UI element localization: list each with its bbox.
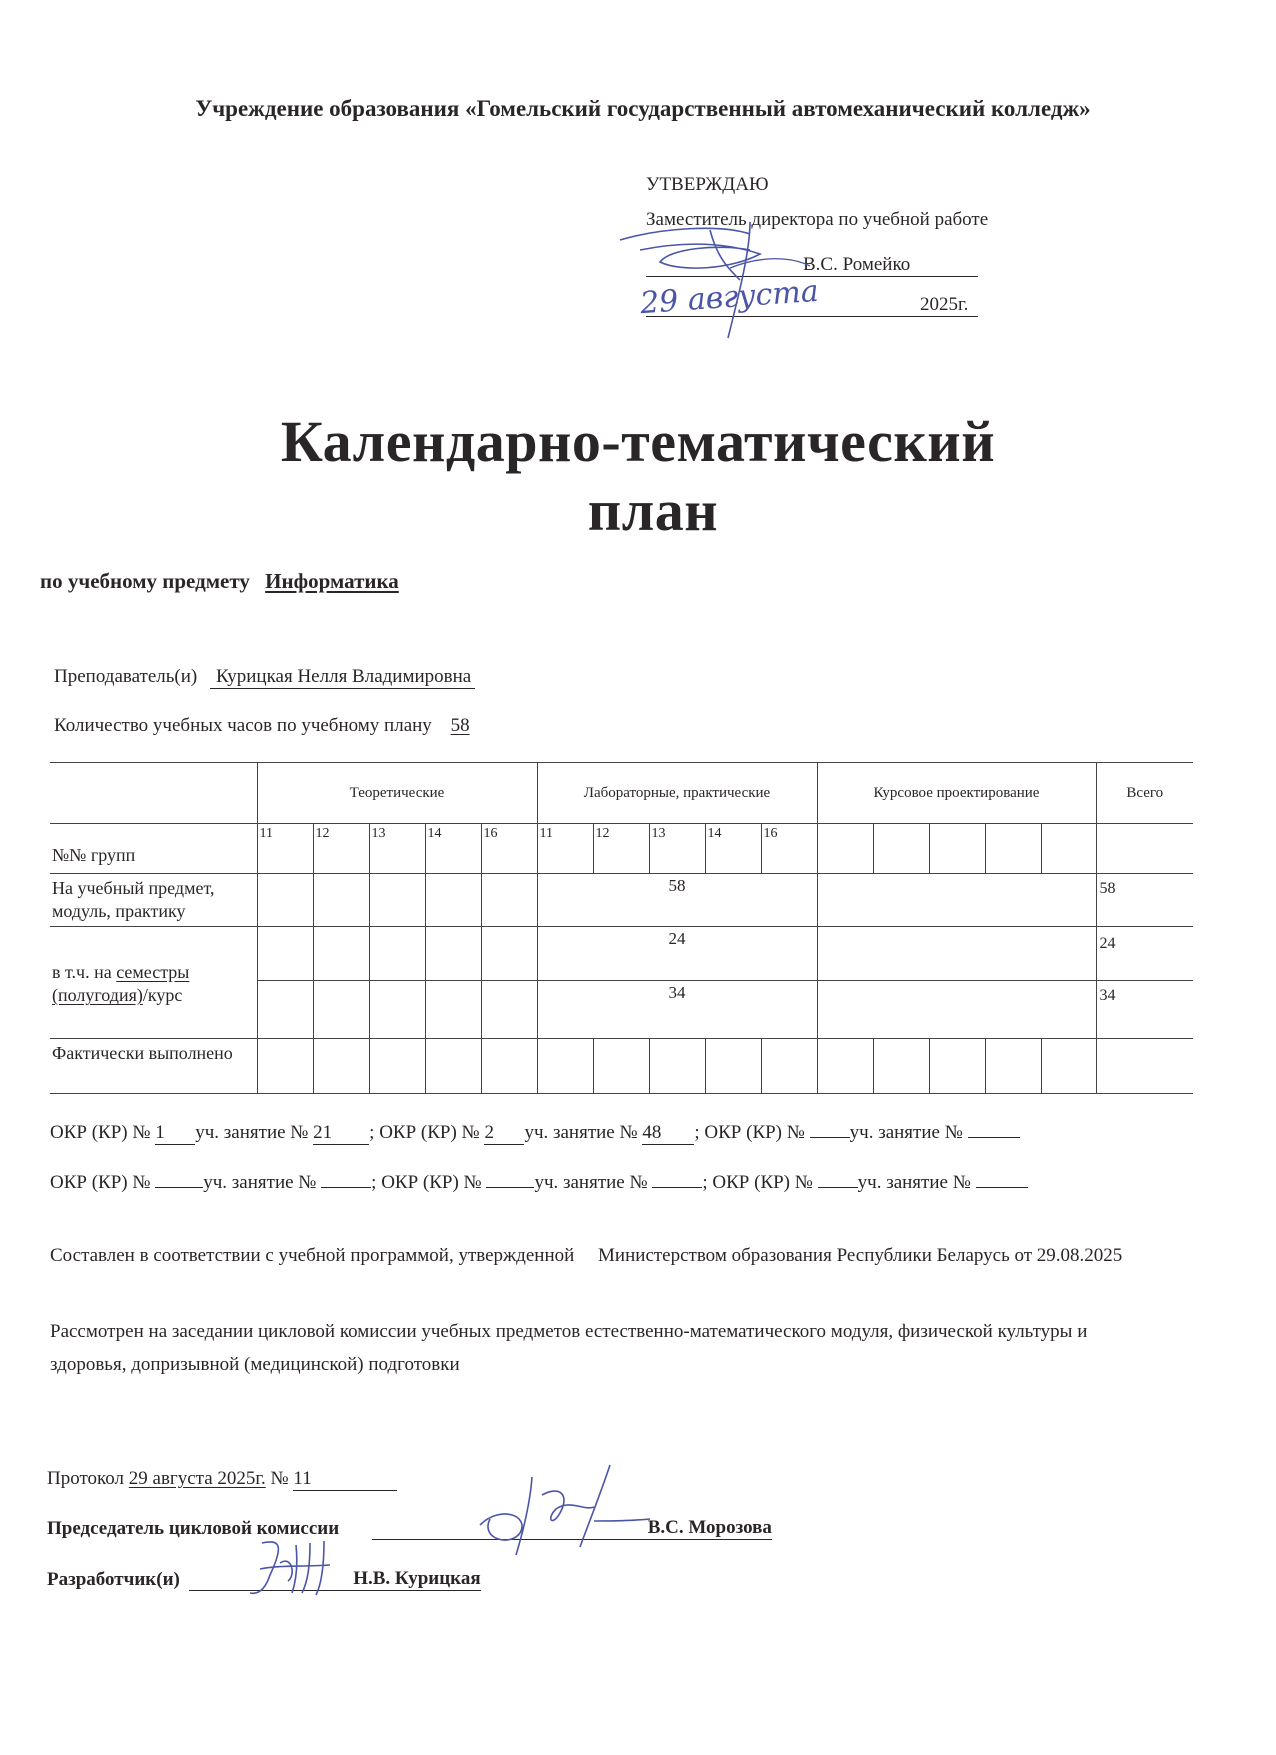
semester2-lab-hours: 34: [537, 981, 817, 1039]
approval-handwritten-date: 29 августа: [638, 273, 820, 322]
lab-group-cell: 16: [761, 824, 817, 874]
course-group-cell: [1041, 824, 1096, 874]
subject-value: Информатика: [265, 569, 399, 593]
approval-heading: УТВЕРЖДАЮ: [646, 174, 769, 195]
header-theory: Теоретические: [257, 763, 537, 824]
developer-name: Н.В. Курицкая: [353, 1568, 481, 1589]
okr2-lesson: 48: [642, 1122, 694, 1145]
theory-group-cell: 13: [369, 824, 425, 874]
approval-year: 2025г.: [920, 294, 969, 315]
semester1-course-hours: [817, 927, 1096, 981]
developer-row: [47, 1568, 481, 1591]
lab-group-cell: 12: [593, 824, 649, 874]
hours-table: [50, 762, 1193, 1094]
chair-label: Председатель цикловой комиссии: [47, 1518, 340, 1539]
course-group-cell: [873, 824, 929, 874]
semester2-total-hours: 34: [1096, 981, 1193, 1039]
table-header-row: [50, 763, 1193, 824]
compiled-note: Составлен в соответствии с учебной программой, утвержденной Министерством образования Республики Беларусь от 29.08.2025: [50, 1245, 1123, 1266]
okr2-number: 2: [484, 1122, 524, 1145]
teacher-row: [54, 666, 475, 689]
document-title-line1: Календарно-тематический: [280, 409, 996, 474]
header-blank-cell: [50, 763, 257, 824]
semester1-lab-hours: 24: [537, 927, 817, 981]
table-row-groups: [50, 824, 1193, 874]
protocol-row: Протокол 29 августа 2025г. № 11: [47, 1468, 397, 1491]
hours-row: [54, 715, 470, 737]
document-title-line2: план: [587, 478, 719, 543]
groups-label: №№ групп: [50, 824, 257, 874]
total-group-cell: [1096, 824, 1193, 874]
okr1-lesson: 21: [313, 1122, 369, 1145]
subject-course-hours: [817, 874, 1096, 927]
course-group-cell: [929, 824, 985, 874]
header-total: Всего: [1096, 763, 1193, 824]
course-group-cell: [817, 824, 873, 874]
lab-group-cell: 13: [649, 824, 705, 874]
course-group-cell: [985, 824, 1041, 874]
done-label: Фактически выполнено: [50, 1039, 257, 1094]
subject-lab-hours: 58: [537, 874, 817, 927]
header-course: Курсовое проектирование: [817, 763, 1096, 824]
approval-position: Заместитель директора по учебной работе: [646, 209, 989, 230]
chair-row: [47, 1517, 772, 1540]
developer-label: Разработчик(и): [47, 1569, 180, 1590]
theory-group-cell: 11: [257, 824, 313, 874]
hours-label: Количество учебных часов по учебному плану: [54, 715, 432, 736]
protocol-number: 11: [293, 1468, 397, 1491]
approval-name: В.С. Ромейко: [803, 254, 911, 275]
hours-value: 58: [450, 715, 470, 736]
theory-group-cell: 16: [481, 824, 537, 874]
header-lab: Лабораторные, практические: [537, 763, 817, 824]
theory-group-cell: 14: [425, 824, 481, 874]
chair-name: В.С. Морозова: [647, 1517, 772, 1538]
table-row-subject: [50, 874, 1193, 927]
semester-label: в т.ч. на семестры (полугодия)/курс: [50, 927, 257, 1039]
developer-signature-line: [189, 1568, 481, 1591]
teacher-value: Курицкая Нелля Владимировна: [210, 666, 475, 689]
chair-signature-line: [372, 1517, 772, 1540]
subject-label: по учебному предмету: [40, 569, 250, 593]
okr1-number: 1: [155, 1122, 195, 1145]
table-row-semester1: [50, 927, 1193, 981]
teacher-label: Преподаватель(и): [54, 666, 198, 687]
institution-name: Учреждение образования «Гомельский государственный автомеханический колледж»: [195, 96, 1091, 121]
lab-group-cell: 14: [705, 824, 761, 874]
protocol-date: 29 августа 2025г.: [128, 1468, 266, 1489]
reviewed-note: Рассмотрен на заседании цикловой комиссии учебных предметов естественно-математического модуля, физической культуры и здоровья, допризывной (медицинской) подготовки: [50, 1321, 1088, 1375]
okr-line-1: ОКР (КР) № 1 уч. занятие № 21 ; ОКР (КР) № 2 уч. занятие № 48 ; ОКР (КР) № уч. занятие №: [50, 1122, 1020, 1145]
table-row-done: [50, 1039, 1193, 1094]
semester2-course-hours: [817, 981, 1096, 1039]
semester1-total-hours: 24: [1096, 927, 1193, 981]
subject-total-hours: 58: [1096, 874, 1193, 927]
lab-group-cell: 11: [537, 824, 593, 874]
subject-hours-label: На учебный предмет, модуль, практику: [50, 874, 257, 927]
theory-group-cell: 12: [313, 824, 369, 874]
chair-signature: [460, 1455, 680, 1565]
subject-row: [40, 569, 399, 594]
okr-line-2: ОКР (КР) № уч. занятие № ; ОКР (КР) № уч. занятие № ; ОКР (КР) № уч. занятие №: [50, 1172, 1028, 1194]
